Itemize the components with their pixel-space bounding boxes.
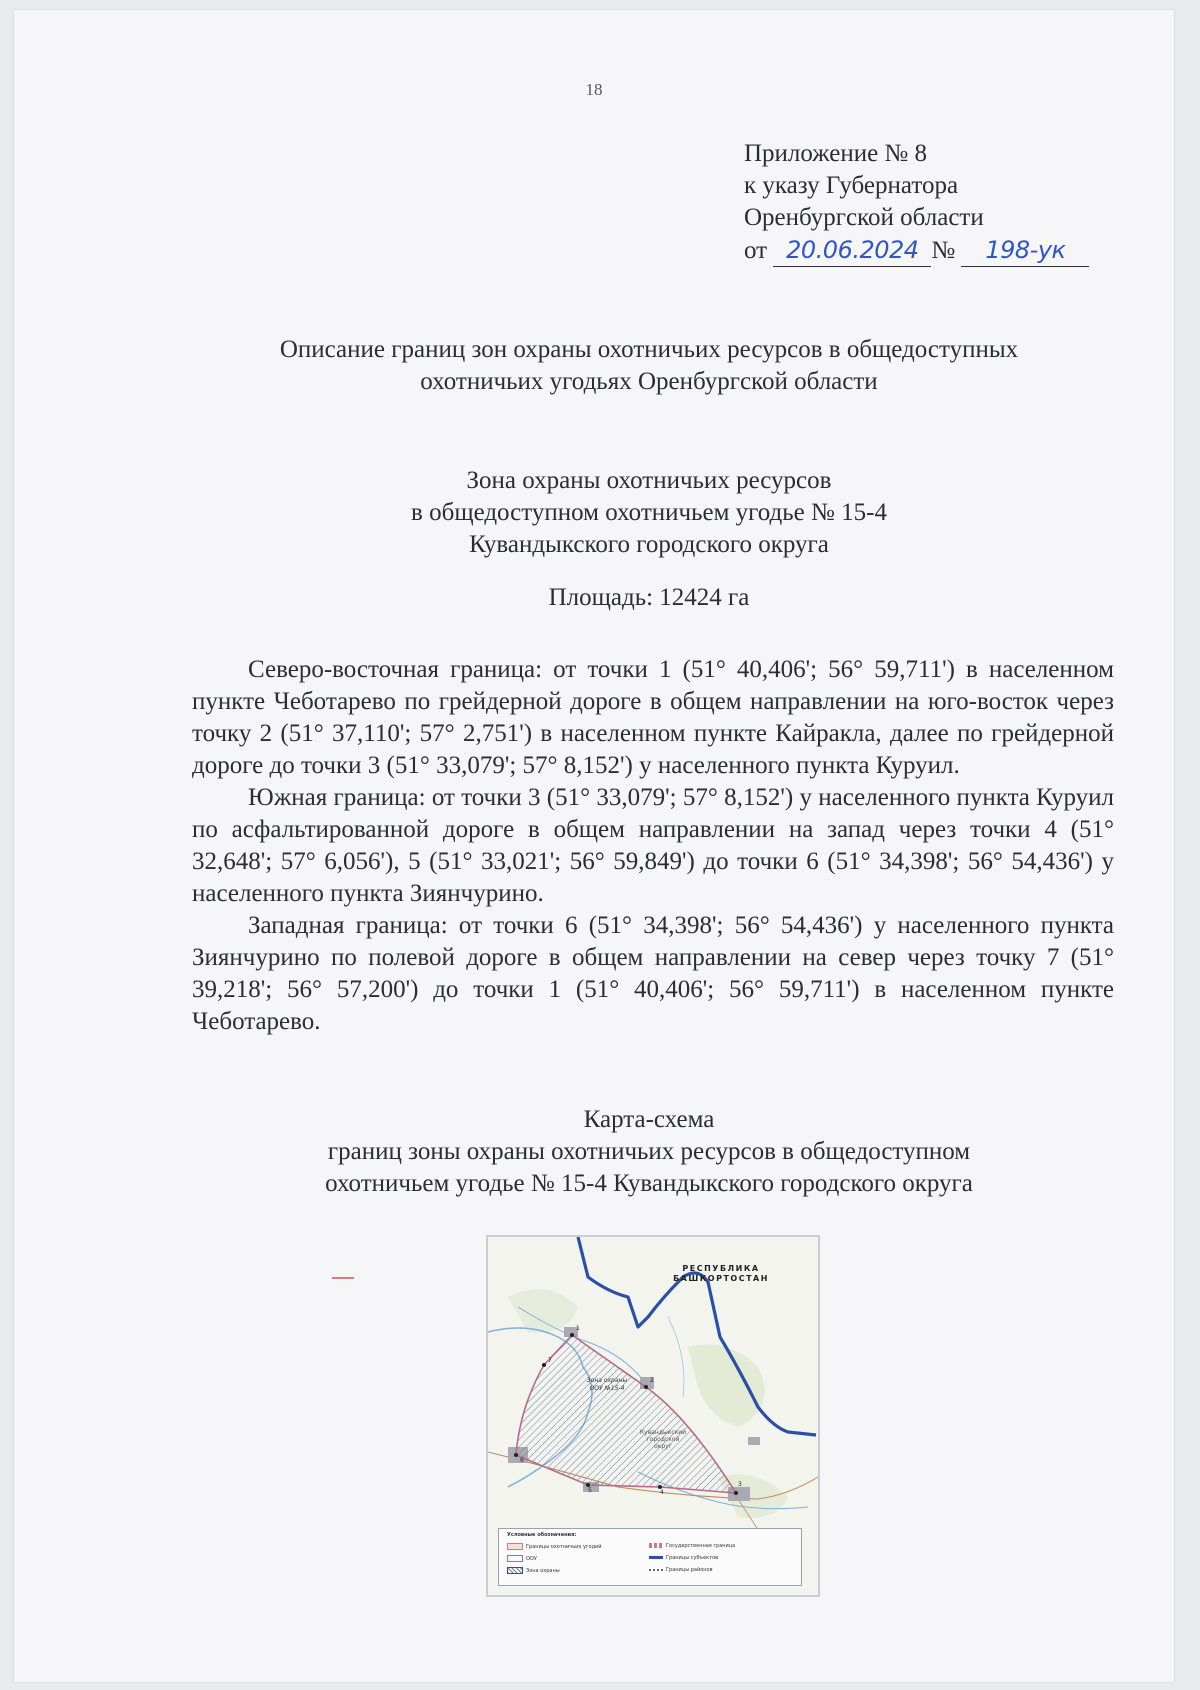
point-marker-2 [644, 1385, 648, 1389]
district-label-line-3: округ [654, 1443, 672, 1450]
point-marker-1 [570, 1333, 574, 1337]
west-boundary-paragraph: Западная граница: от точки 6 (51° 34,398'; 56° 54,436') у населенного пункта Зиянчурино по полевой дороге в общем направлении на север через точку 7 (51° 39,218'; 56° 57,200') до точки 1 (51° 40,406'; 56° 59,711') в населенном пункте Чеботарево. [192, 912, 1114, 1035]
legend-item-oou [507, 1555, 537, 1562]
appendix-line-1: Приложение № 8 [744, 140, 928, 167]
legend-swatch [507, 1543, 523, 1550]
zone-map-label [572, 1377, 642, 1393]
map-caption [184, 1104, 1114, 1200]
zone-map [486, 1235, 820, 1597]
document-title [184, 334, 1114, 398]
appendix-date-line [744, 234, 1089, 267]
legend-label: ООУ [526, 1556, 537, 1562]
south-boundary-paragraph: Южная граница: от точки 3 (51° 33,079'; 57° 8,152') у населенного пункта Куруил по асфальтированной дороге в общем направлении на запад через точки 4 (51° 32,648'; 57° 6,056'), 5 (51° 33,021'; 56° 59,849') до точки 6 (51° 34,398'; 56° 54,436') у населенного пункта Зиянчурино. [192, 784, 1114, 907]
map-caption-line-1: Карта-схема [583, 1106, 715, 1133]
northeast-boundary-paragraph: Северо-восточная граница: от точки 1 (51° 40,406'; 56° 59,711') в населенном пункте Чеботарево по грейдерной дороге в общем направлении на юго-восток через точку 2 (51° 37,110'; 57° 2,751') в населенном пункте Кайракла, далее по грейдерной дороге до точки 3 (51° 33,079'; 57° 8,152') у населенного пункта Куруил. [192, 656, 1114, 779]
point-label-6: 6 [520, 1457, 524, 1464]
legend-item-hunting-grounds [507, 1543, 602, 1550]
point-label-7: 7 [548, 1357, 552, 1364]
point-label-2: 2 [650, 1377, 654, 1384]
title-line-1: Описание границ зон охраны охотничьих ресурсов в общедоступных [279, 336, 1019, 363]
legend-label: Зона охраны [526, 1568, 560, 1574]
legend-swatch [649, 1556, 663, 1559]
boundary-description [192, 654, 1114, 1038]
legend-swatch [507, 1555, 523, 1562]
legend-title: Условные обозначения: [507, 1532, 577, 1538]
map-caption-line-2: границ зоны охраны охотничьих ресурсов в общедоступном [327, 1138, 971, 1165]
zone-map-label-line-2: ООУ №15-4 [589, 1385, 625, 1392]
title-line-2: охотничьих угодьях Оренбургской области [420, 368, 878, 395]
number-sign: № [931, 237, 956, 264]
appendix-block [744, 138, 1089, 267]
legend-swatch [649, 1569, 663, 1571]
point-label-1: 1 [576, 1325, 580, 1332]
zone-map-label-line-1: Зона охраны [586, 1377, 628, 1384]
legend-item-zone [507, 1567, 560, 1574]
handwritten-number: 198-ук [961, 234, 1089, 267]
region-label [656, 1264, 786, 1284]
zone-line-3: Кувандыкского городского округа [469, 531, 829, 558]
legend-item-district-border [649, 1567, 713, 1573]
region-label-line-2: БАШКОРТОСТАН [673, 1274, 769, 1283]
document-page [14, 10, 1174, 1682]
zone-line-2: в общедоступном охотничьем угодье № 15-4 [411, 499, 887, 526]
district-label-line-2: городской [646, 1436, 680, 1443]
zone-heading [184, 465, 1114, 561]
point-marker-7 [542, 1363, 546, 1367]
point-label-5: 5 [588, 1487, 592, 1494]
district-label [628, 1429, 698, 1450]
appendix-line-2: к указу Губернатора [744, 172, 959, 199]
from-prefix: от [744, 237, 768, 264]
page-number: 18 [585, 80, 603, 99]
zone-area: Площадь: 12424 га [548, 584, 750, 611]
legend-item-subject-border [649, 1555, 718, 1561]
region-label-line-1: РЕСПУБЛИКА [682, 1264, 760, 1273]
map-legend [498, 1528, 802, 1586]
legend-label: Государственная граница [666, 1543, 736, 1549]
red-pen-mark [332, 1277, 354, 1279]
point-marker-6 [514, 1453, 518, 1457]
map-caption-line-3: охотничьем угодье № 15-4 Кувандыкского городского округа [325, 1170, 973, 1197]
legend-item-state-border [649, 1543, 735, 1549]
point-label-3: 3 [738, 1481, 742, 1488]
point-label-4: 4 [660, 1489, 664, 1496]
legend-swatch [507, 1567, 523, 1574]
zone-line-1: Зона охраны охотничьих ресурсов [466, 467, 832, 494]
legend-swatch [649, 1543, 663, 1548]
legend-label: Границы охотничьих угодий [526, 1544, 602, 1550]
district-label-line-1: Кувандыкский [639, 1429, 687, 1436]
appendix-line-3: Оренбургской области [744, 204, 984, 231]
handwritten-date: 20.06.2024 [773, 234, 931, 267]
legend-label: Границы районов [666, 1567, 713, 1573]
settlement [748, 1437, 760, 1445]
legend-label: Границы субъектов [666, 1555, 719, 1561]
point-marker-3 [734, 1491, 738, 1495]
